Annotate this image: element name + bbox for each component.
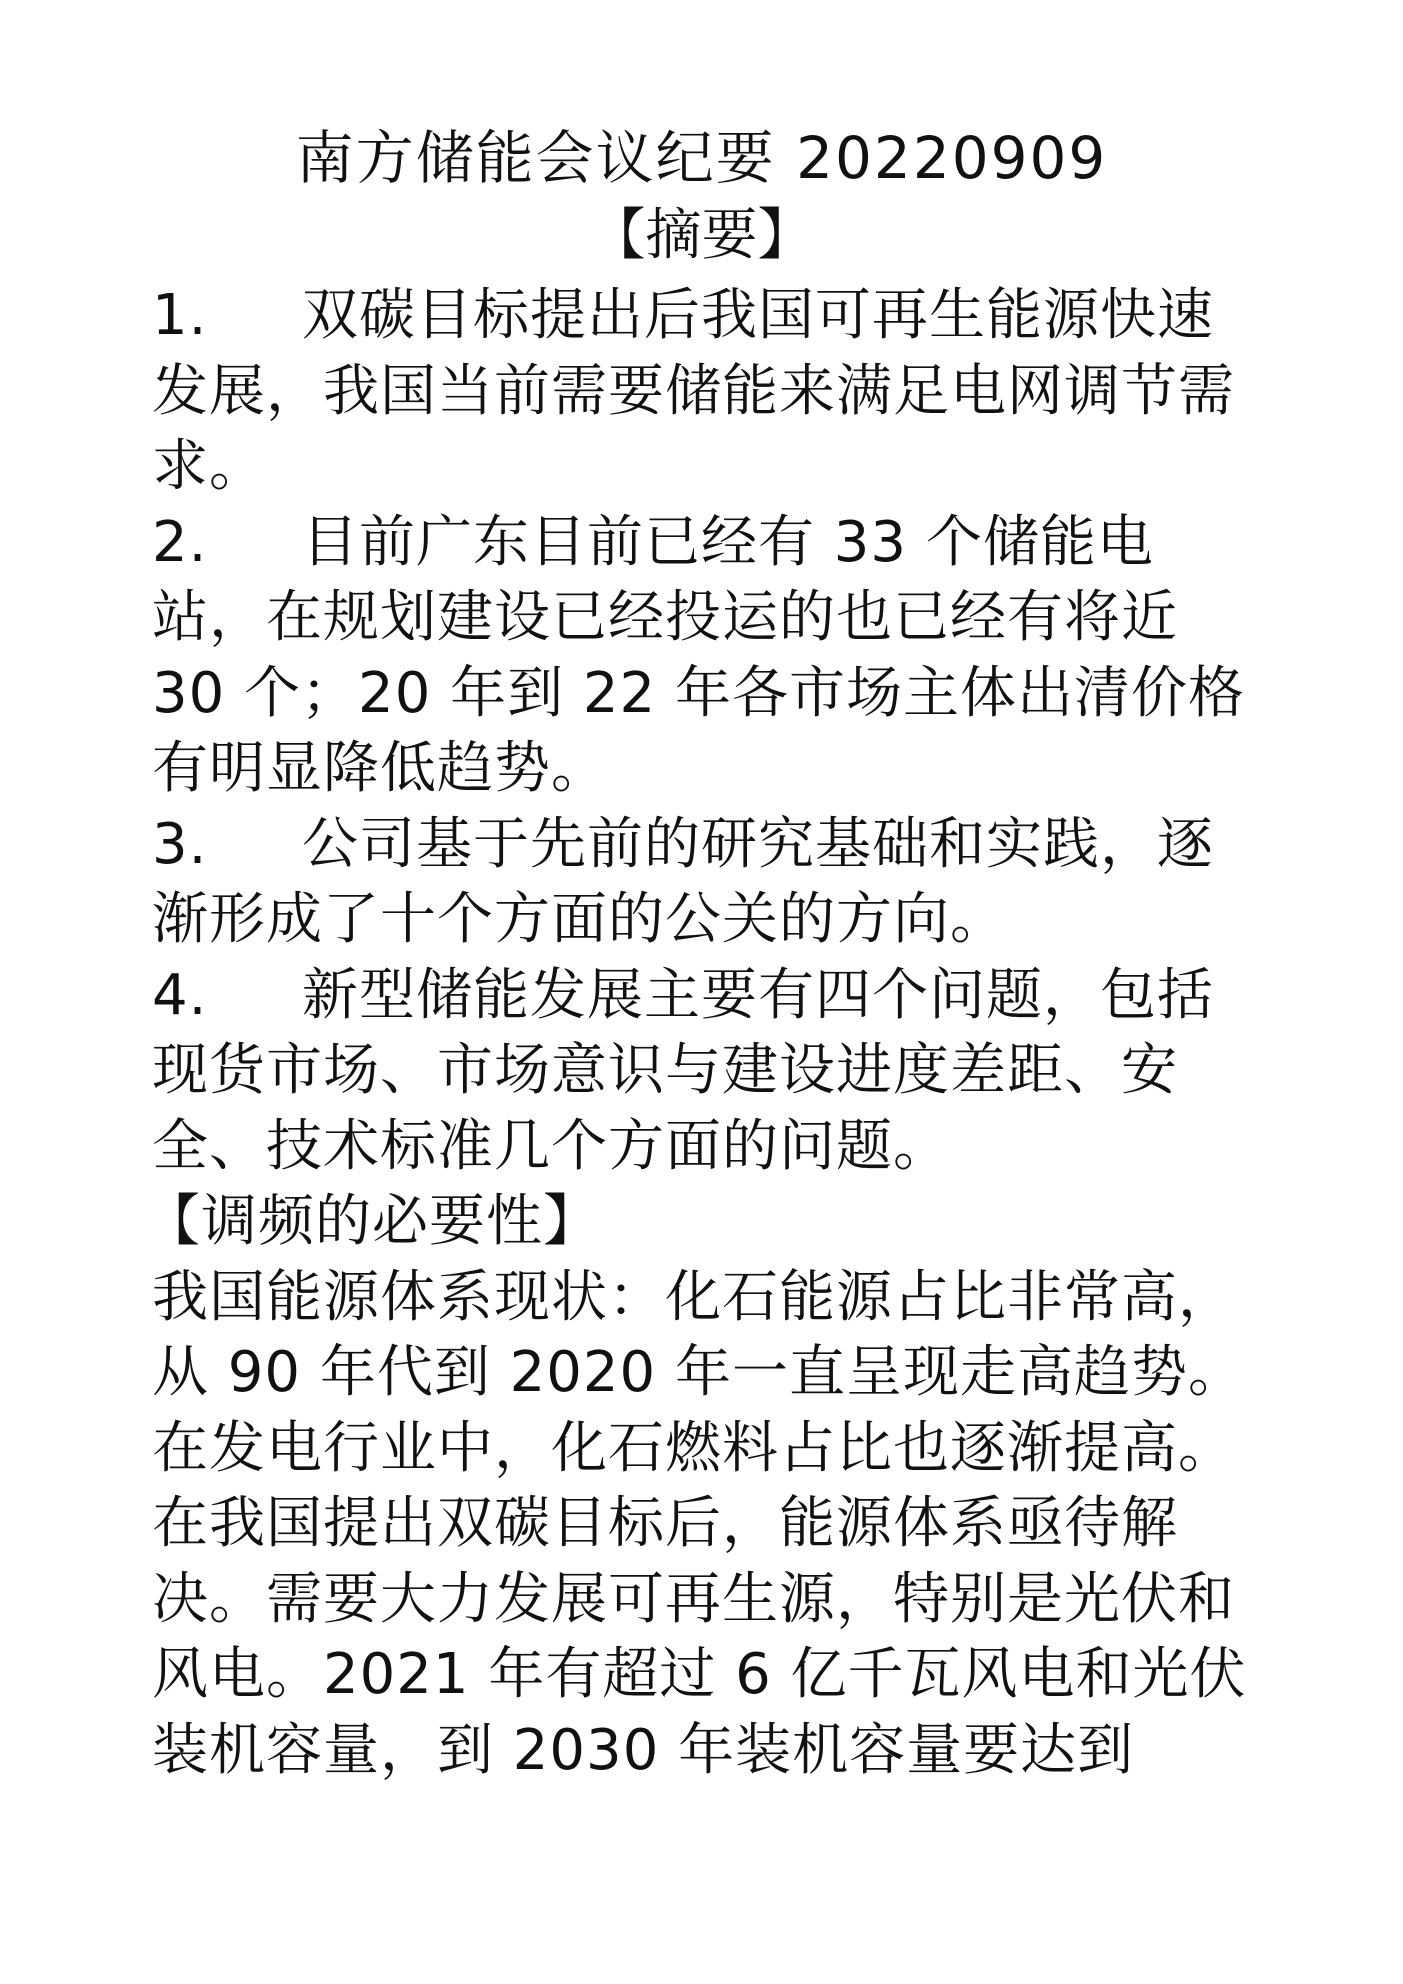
section-paragraph: 我国能源体系现状：化石能源占比非常高，从 90 年代到 2020 年一直呈现走高趋势。在发电行业中，化石燃料占比也逐渐提高。在我国提出双碳目标后，能源体系亟待解决。需要大力发展可再生源，特别是光伏和风电。2021 年有超过 6 亿千瓦风电和光伏装机容量，到 2030 年装机容量要达到: [152, 1264, 1247, 1783]
summary-item-3: [152, 807, 1262, 958]
summary-item-1: [152, 278, 1262, 505]
summary-item-text: 公司基于先前的研究基础和实践，逐渐形成了十个方面的公关的方向。: [152, 811, 1214, 952]
section-heading: 【调频的必要性】: [144, 1189, 600, 1254]
summary-item-2: [152, 505, 1262, 807]
summary-item-4: [152, 958, 1262, 1185]
summary-item-number: 1.: [152, 283, 208, 348]
summary-item-number: 2.: [152, 509, 208, 575]
summary-item-text: 新型储能发展主要有四个问题，包括现货市场、市场意识与建设进度差距、安全、技术标准几个方面的问题。: [152, 962, 1214, 1179]
document-body: [144, 278, 1262, 1788]
summary-item-text: 目前广东目前已经有 33 个储能电站，在规划建设已经投运的也已经有将近 30 个；20 年到 22 年各市场主体出清价格有明显降低趋势。: [152, 509, 1245, 801]
summary-item-number: 3.: [152, 811, 208, 877]
summary-item-text: 双碳目标提出后我国可再生能源快速发展，我国当前需要储能来满足电网调节需求。: [152, 283, 1235, 499]
page-title: 南方储能会议纪要 20220909: [295, 124, 1108, 192]
summary-item-number: 4.: [152, 962, 208, 1028]
summary-heading: 【摘要】: [589, 203, 814, 268]
